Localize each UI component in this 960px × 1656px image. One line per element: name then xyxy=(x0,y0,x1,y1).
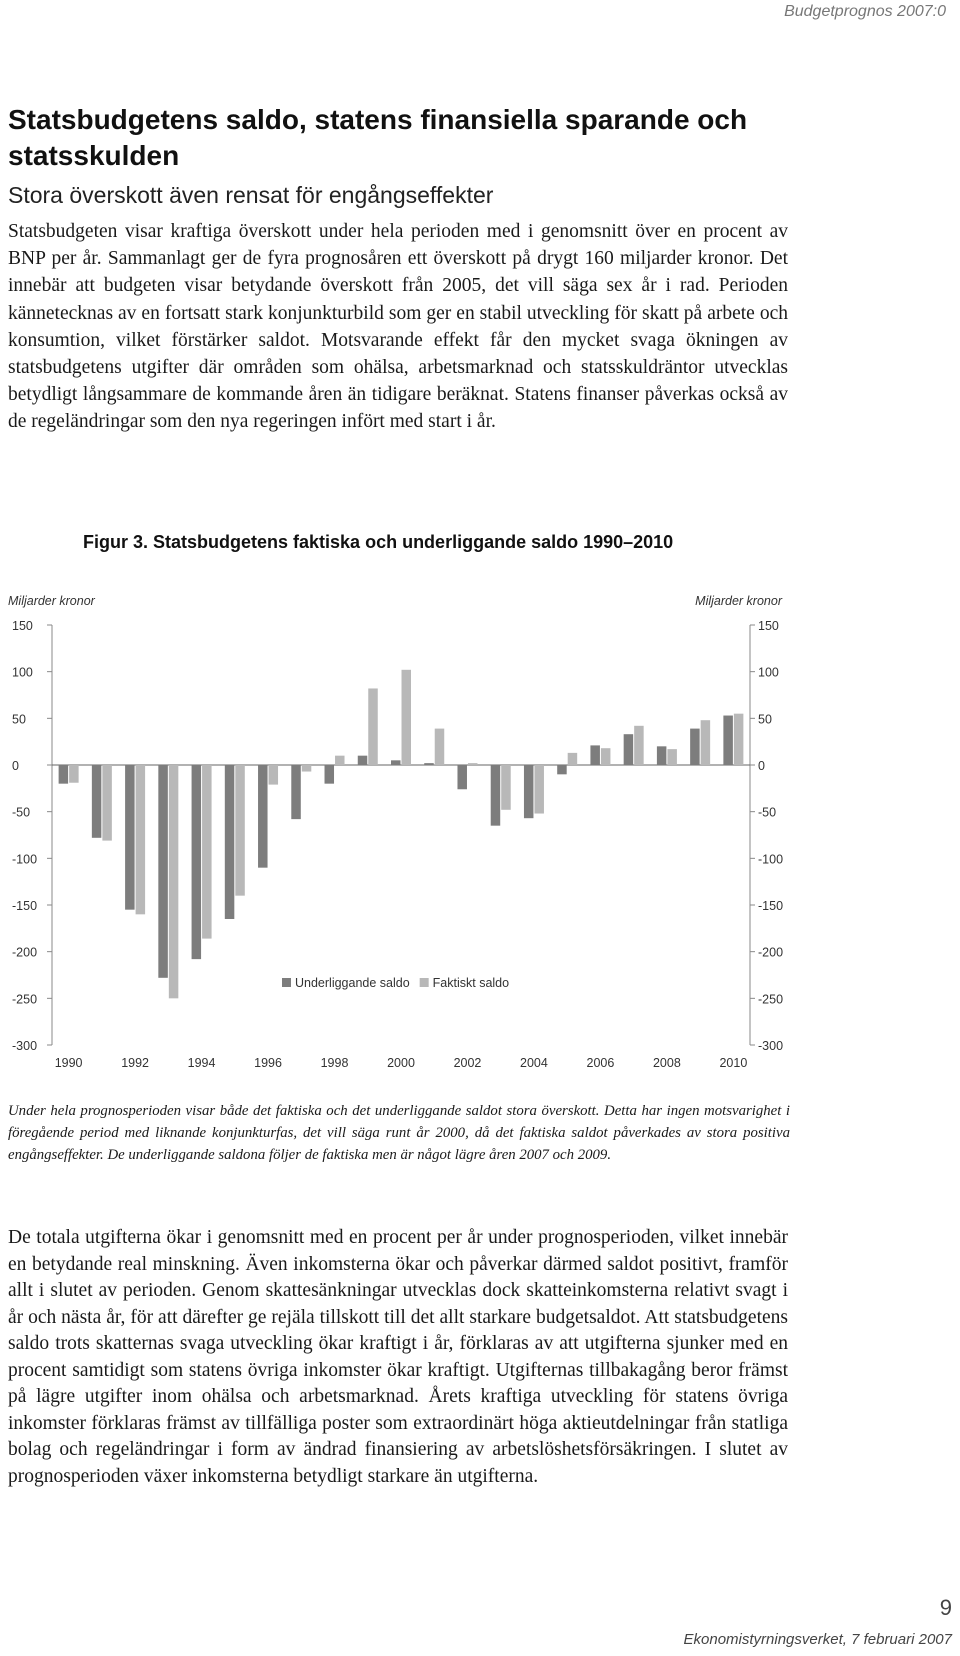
x-tick-label: 1990 xyxy=(54,1056,83,1070)
x-tick-label: 2010 xyxy=(719,1056,748,1070)
bar-faktiskt-2004 xyxy=(534,765,544,814)
bar-faktiskt-1995 xyxy=(235,765,245,896)
bar-faktiskt-1990 xyxy=(69,765,79,783)
y-tick-label-left: 100 xyxy=(12,665,33,680)
bar-faktiskt-2000 xyxy=(402,670,412,765)
bar-underliggande-2001 xyxy=(424,763,434,765)
figure-title: Figur 3. Statsbudgetens faktiska och underliggande saldo 1990–2010 xyxy=(83,532,674,552)
bar-faktiskt-1993 xyxy=(169,765,179,998)
y-tick-label-left: -150 xyxy=(12,899,38,913)
y-tick-label-right: -300 xyxy=(758,1039,784,1053)
bar-faktiskt-2006 xyxy=(601,748,611,765)
y-tick-label-left: 0 xyxy=(12,759,19,773)
y-tick-label-left: -50 xyxy=(12,805,31,820)
y-tick-label-left: 50 xyxy=(12,712,26,727)
bar-underliggande-2002 xyxy=(457,765,467,789)
x-tick-label: 2006 xyxy=(586,1056,615,1070)
body-paragraph-1: Statsbudgeten visar kraftiga överskott under hela perioden med i genomsnitt över en procent av BNP per år. Sammanlagt ger de fyra prognosåren ett överskott på drygt 160 miljarder kronor. Det innebär att budgeten visar betydande överskott från 2005, det vill säga sex år i rad. Perioden kännetecknas av en fortsatt stark konjunkturbild som ger en stabil utveckling för skatt på arbete och konsumtion, vilket förstärker saldot. Motsvarande effekt får den mycket svaga ökningen av statsbudgetens utgifter där områden som ohälsa, arbetsmarknad och statsskuldräntor utvecklas betydligt långsammare de kommande åren än tidigare beräknat. Statens finanser påverkas också av de regeländringar som den nya regeringen infört med start i år. xyxy=(8,221,788,433)
bar-underliggande-1990 xyxy=(59,765,69,784)
bar-underliggande-1995 xyxy=(225,765,235,919)
x-tick-label: 1992 xyxy=(121,1056,150,1070)
y-tick-label-right: -200 xyxy=(758,945,784,960)
bar-faktiskt-2005 xyxy=(568,753,578,765)
y-tick-label-right: 50 xyxy=(758,712,772,727)
bar-underliggande-1999 xyxy=(358,756,368,765)
page-number: 9 xyxy=(939,1595,952,1620)
x-tick-label: 2000 xyxy=(387,1056,415,1070)
bar-chart xyxy=(0,585,800,1080)
bar-underliggande-2000 xyxy=(391,760,401,765)
bar-underliggande-1997 xyxy=(291,765,301,819)
bar-faktiskt-2008 xyxy=(667,749,677,765)
footer-publisher: Ekonomistyrningsverket, 7 februari 2007 xyxy=(683,1631,952,1648)
bar-underliggande-2007 xyxy=(624,734,634,765)
bar-underliggande-2010 xyxy=(723,716,733,765)
y-axis-title-right: Miljarder kronor xyxy=(695,594,782,608)
bar-faktiskt-1999 xyxy=(368,688,378,765)
bar-underliggande-2004 xyxy=(524,765,534,818)
y-tick-label-left: -300 xyxy=(12,1039,38,1053)
running-title: Budgetprognos 2007:0 xyxy=(784,3,946,20)
y-tick-label-right: 100 xyxy=(758,665,779,680)
bar-faktiskt-1991 xyxy=(102,765,112,841)
y-tick-label-left: -250 xyxy=(12,992,38,1007)
bar-faktiskt-1994 xyxy=(202,765,212,939)
y-tick-label-right: 150 xyxy=(758,619,779,633)
x-tick-label: 1998 xyxy=(320,1056,349,1070)
bar-faktiskt-1998 xyxy=(335,756,345,765)
y-tick-label-right: -100 xyxy=(758,852,784,867)
y-tick-label-left: 150 xyxy=(12,619,33,633)
bar-underliggande-1996 xyxy=(258,765,268,868)
bar-faktiskt-1996 xyxy=(269,765,279,785)
legend-label-faktiskt: Faktiskt saldo xyxy=(432,976,510,990)
bar-underliggande-2003 xyxy=(491,765,501,826)
x-tick-label: 1996 xyxy=(254,1056,282,1070)
y-tick-label-right: -150 xyxy=(758,899,784,913)
bar-underliggande-1992 xyxy=(125,765,135,910)
y-tick-label-right: -250 xyxy=(758,992,784,1007)
bar-underliggande-1998 xyxy=(325,765,335,784)
bar-underliggande-2006 xyxy=(590,745,600,765)
bar-faktiskt-2010 xyxy=(734,714,744,765)
bar-faktiskt-1992 xyxy=(136,765,146,914)
bar-underliggande-2009 xyxy=(690,729,700,765)
y-axis-title-left: Miljarder kronor xyxy=(8,594,95,608)
bar-faktiskt-2001 xyxy=(435,729,445,765)
x-tick-label: 2002 xyxy=(453,1056,482,1070)
y-tick-label-left: -200 xyxy=(12,945,38,960)
x-tick-label: 1994 xyxy=(187,1056,216,1070)
bar-underliggande-1991 xyxy=(92,765,102,838)
legend-swatch-faktiskt xyxy=(420,978,429,987)
bar-underliggande-1994 xyxy=(192,765,202,959)
y-tick-label-left: -100 xyxy=(12,852,38,867)
y-tick-label-right: -50 xyxy=(758,805,777,820)
section-subheading: Stora överskott även rensat för engångseffekter xyxy=(8,182,494,208)
x-tick-label: 2004 xyxy=(520,1056,548,1070)
y-tick-label-right: 0 xyxy=(758,759,765,773)
x-tick-label: 2008 xyxy=(652,1056,681,1070)
bar-faktiskt-2002 xyxy=(468,763,478,765)
bar-faktiskt-2009 xyxy=(701,720,711,765)
section-heading: Statsbudgetens saldo, statens finansiella sparande och statsskulden xyxy=(8,104,748,171)
bar-faktiskt-2003 xyxy=(501,765,511,810)
body-paragraph-2: De totala utgifterna ökar i genomsnitt med en procent per år under prognosperioden, vilket innebär en betydande real minskning. Även inkomsterna ökar och påverkar därmed saldot positivt, framför allt i slutet av perioden. Genom skattesänkningar utvecklas dock skatteinkomsterna relativt svagt i år och nästa år, för att därefter ge rejäla tillskott till det allt starkare budgetsaldot. Att statsbudgetens saldo trots skatternas svaga utveckling ökar kraftigt i år, förklaras av att utgifterna sjunker med en procent samtidigt som statens övriga inkomster ökar kraftigt. Utgifternas tillbakagång beror främst på lägre utgifter inom ohälsa och arbetsmarknad. Årets kraftiga utveckling för statens övriga inkomster förklaras främst av tillfälliga poster som extraordinärt höga aktieutdelningar från statliga bolag och regeländringar i form av ändrad finansiering av arbetslöshetsförsäkringen. I slutet av prognosperioden växer inkomsterna betydligt starkare än utgifterna. xyxy=(8,1227,788,1487)
bar-underliggande-2005 xyxy=(557,765,567,774)
bar-underliggande-1993 xyxy=(158,765,168,978)
legend-label-underliggande: Underliggande saldo xyxy=(295,976,410,990)
bar-faktiskt-2007 xyxy=(634,726,644,765)
bar-underliggande-2008 xyxy=(657,746,667,765)
bar-faktiskt-1997 xyxy=(302,765,312,772)
figure-caption: Under hela prognosperioden visar både det faktiska och det underliggande saldot stora överskott. Detta har ingen motsvarighet i föregående period med liknande konjunkturfas, det vill säga runt år 2000, då det faktiska saldot påverkades av stora positiva engångseffekter. De underliggande saldona följer de faktiska men är något lägre åren 2007 och 2009. xyxy=(8,1103,790,1163)
legend-swatch-underliggande xyxy=(282,978,291,987)
